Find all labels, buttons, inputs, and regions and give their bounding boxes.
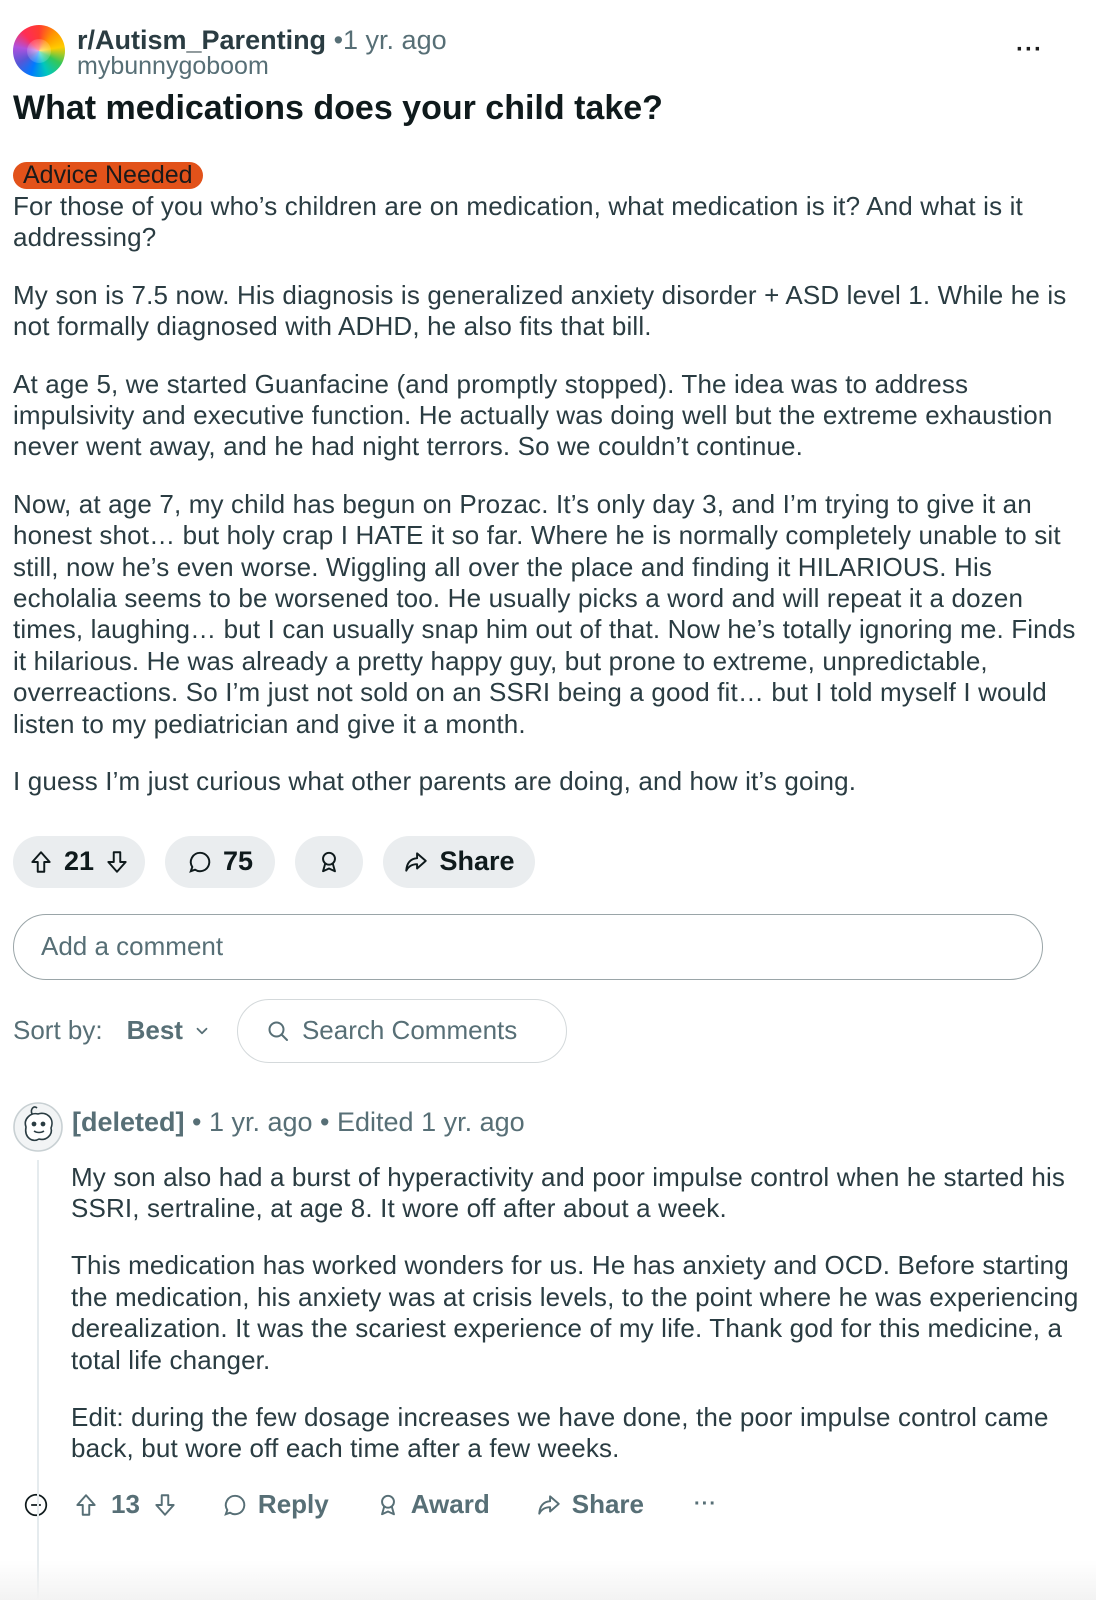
comment-share-button[interactable] <box>536 1489 644 1520</box>
share-label: Share <box>439 846 515 876</box>
comment-vote <box>73 1489 178 1520</box>
subreddit-name[interactable]: r/Autism_Parenting <box>77 25 327 55</box>
collapse-icon[interactable] <box>23 1492 49 1518</box>
comment <box>13 1094 1083 1527</box>
share-icon <box>403 849 429 875</box>
chevron-down-icon <box>193 1022 211 1040</box>
post-paragraph: My son is 7.5 now. His diagnosis is generalized anxiety disorder + ASD level 1. While he is not formally diagnosed with ADHD, he also fits that bill. <box>13 279 1067 342</box>
upvote-icon[interactable] <box>73 1492 99 1518</box>
award-label: Award <box>410 1489 490 1520</box>
reply-label: Reply <box>257 1489 329 1520</box>
sort-value: Best <box>126 1015 183 1045</box>
comments-button[interactable] <box>165 836 275 888</box>
search-comments-placeholder: Search Comments <box>301 1015 518 1045</box>
bottom-fade <box>0 1560 1096 1600</box>
post-author[interactable]: mybunnygoboom <box>77 52 269 80</box>
comment-paragraph: This medication has worked wonders for us. He has anxiety and OCD. Before starting the medication, his anxiety was at crisis levels, to the point where he was experiencing derealization. It was the scariest experience of my life. Thank god for this medicine, a total life changer. <box>71 1250 1079 1375</box>
reply-button[interactable] <box>222 1489 329 1520</box>
comment-count: 75 <box>222 846 254 876</box>
add-comment-field[interactable] <box>13 914 1043 980</box>
sort-dropdown[interactable] <box>127 1015 211 1046</box>
post-more-button[interactable]: ··· <box>1016 36 1043 63</box>
comment-time: • 1 yr. ago • Edited 1 yr. ago <box>192 1106 525 1137</box>
search-icon <box>266 1019 290 1043</box>
comment-more-button[interactable]: ··· <box>694 1493 717 1516</box>
comment-share-label: Share <box>571 1489 644 1520</box>
share-button[interactable] <box>383 836 535 888</box>
post-paragraph: Now, at age 7, my child has begun on Prozac. It’s only day 3, and I’m trying to give it an honest shot… but holy crap I HATE it so far. Where he is normally completely unable to sit still, now he’s even worse. Wiggling all over the place and finding it HILARIOUS. His echolalia seems to be worsened too. He usually picks a word and will repeat it a dozen times, laughing… but I can usually snap him out of that. Now he’s totally ignoring me. Finds it hilarious. He was already a pretty happy guy, but prone to extreme, unpredictable, overreactions. So I’m just not sold on an SSRI being a good fit… but I told myself I would listen to my pediatrician and give it a month. <box>13 488 1076 739</box>
comment-icon <box>187 849 213 875</box>
award-button[interactable] <box>295 836 363 888</box>
post-paragraph: For those of you who’s children are on medication, what medication is it? And what is it addressing? <box>13 191 1023 253</box>
comment-paragraph: Edit: during the few dosage increases we have done, the poor impulse control came back, but wore off each time after a few weeks. <box>71 1401 1049 1464</box>
sort-label: Sort by: <box>13 1015 103 1045</box>
downvote-icon[interactable] <box>152 1492 178 1518</box>
comment-body <box>13 1094 1083 1465</box>
upvote-icon[interactable] <box>28 849 54 875</box>
comment-action-bar <box>13 1483 1083 1527</box>
comment-author[interactable]: [deleted] <box>72 1106 185 1137</box>
thread-line[interactable] <box>37 1160 39 1600</box>
share-icon <box>536 1492 562 1518</box>
post-flair[interactable]: Advice Needed <box>13 162 203 189</box>
subreddit-avatar[interactable] <box>13 25 65 77</box>
search-comments-input[interactable] <box>237 999 567 1063</box>
comment-award-button[interactable] <box>375 1489 490 1520</box>
award-icon <box>316 849 342 875</box>
post-vote-count: 21 <box>63 846 95 876</box>
deleted-user-avatar[interactable] <box>13 1102 63 1152</box>
post-action-bar <box>13 836 1083 888</box>
post-body <box>13 191 1083 798</box>
post-time: •1 yr. ago <box>333 25 447 55</box>
add-comment-placeholder: Add a comment <box>41 931 224 961</box>
downvote-icon[interactable] <box>104 849 130 875</box>
comment-icon <box>222 1492 248 1518</box>
vote-pill <box>13 836 145 888</box>
comment-meta <box>72 1106 525 1138</box>
post-paragraph: I guess I’m just curious what other parents are doing, and how it’s going. <box>13 766 857 797</box>
comment-paragraph: My son also had a burst of hyperactivity and poor impulse control when he started his SSRI, sertraline, at age 8. It wore off after about a week. <box>71 1161 1066 1223</box>
post-paragraph: At age 5, we started Guanfacine (and promptly stopped). The idea was to address impulsivity and executive function. He actually was doing well but the extreme exhaustion never went away, and he had night terrors. So we couldn’t continue. <box>13 368 1053 462</box>
post-header <box>13 0 1083 82</box>
post-title: What medications does your child take? <box>13 89 663 127</box>
award-icon <box>375 1492 401 1518</box>
sort-row <box>13 998 1083 1064</box>
comment-vote-count: 13 <box>111 1489 140 1520</box>
